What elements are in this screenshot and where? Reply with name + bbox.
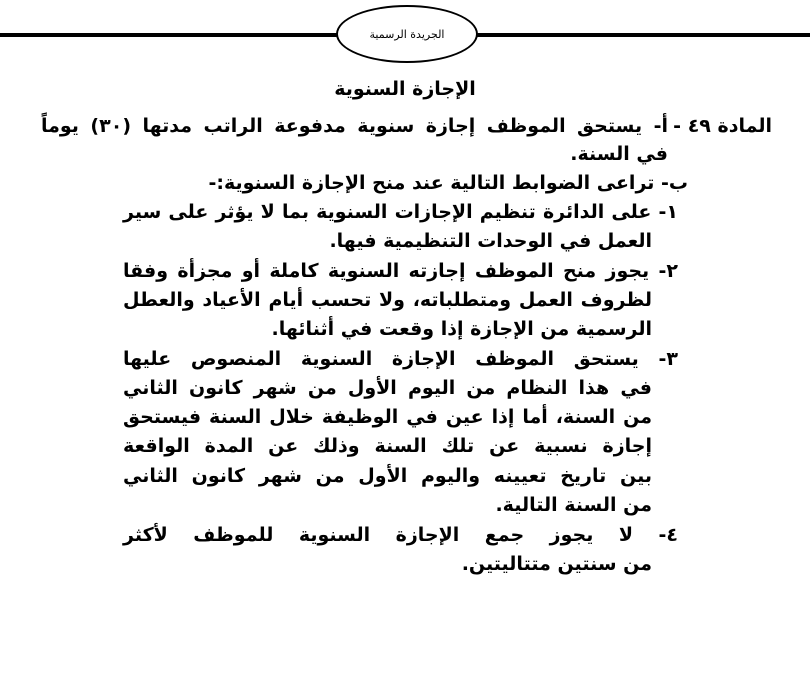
point-3-line-2: في هذا النظام من اليوم الأول من شهر كانون الثاني: [123, 377, 652, 399]
point-1-line-2: العمل في الوحدات التنظيمية فيها.: [329, 230, 652, 252]
point-2-line-3: الرسمية من الإجازة إذا وقعت في أثنائها.: [271, 318, 652, 340]
point-3-line-1: ٣- يستحق الموظف الإجازة السنوية المنصوص عليها: [123, 348, 678, 370]
point-3-line-3: من السنة، أما إذا عين في الوظيفة خلال السنة فيستحق: [123, 406, 652, 428]
header-rule-right: [477, 33, 810, 37]
point-4-line-1: ٤- لا يجوز جمع الإجازة السنوية للموظف لأكثر: [123, 524, 678, 546]
page-header: [0, 0, 810, 70]
point-3-line-4: إجازة نسبية عن تلك السنة وذلك عن المدة الواقعة: [123, 435, 652, 457]
journal-name-badge: [336, 5, 478, 63]
item-a-line-1: أ- يستحق الموظف إجازة سنوية مدفوعة الراتب مدتها (٣٠) يوماً: [41, 115, 668, 137]
point-3-line-6: من السنة التالية.: [495, 494, 652, 516]
header-rule-left: [0, 33, 338, 37]
point-1-line-1: ١- على الدائرة تنظيم الإجازات السنوية بما لا يؤثر على سير: [123, 201, 678, 223]
point-2-line-1: ٢- يجوز منح الموظف إجازته السنوية كاملة أو مجزأة وفقا: [123, 260, 678, 282]
point-2-line-2: لظروف العمل ومتطلباته، ولا تحسب أيام الأعياد والعطل: [123, 289, 652, 311]
point-4-line-2: من سنتين متتاليتين.: [461, 553, 652, 575]
item-b-intro: ب- تراعى الضوابط التالية عند منح الإجازة السنوية:-: [208, 172, 688, 194]
section-title: الإجازة السنوية: [334, 78, 476, 100]
item-a-line-2: في السنة.: [570, 143, 668, 165]
point-3-line-5: بين تاريخ تعيينه واليوم الأول من شهر كانون الثاني: [123, 465, 652, 487]
journal-name: الجريدة الرسمية: [369, 27, 445, 41]
article-label: المادة ٤٩ -: [673, 115, 772, 137]
